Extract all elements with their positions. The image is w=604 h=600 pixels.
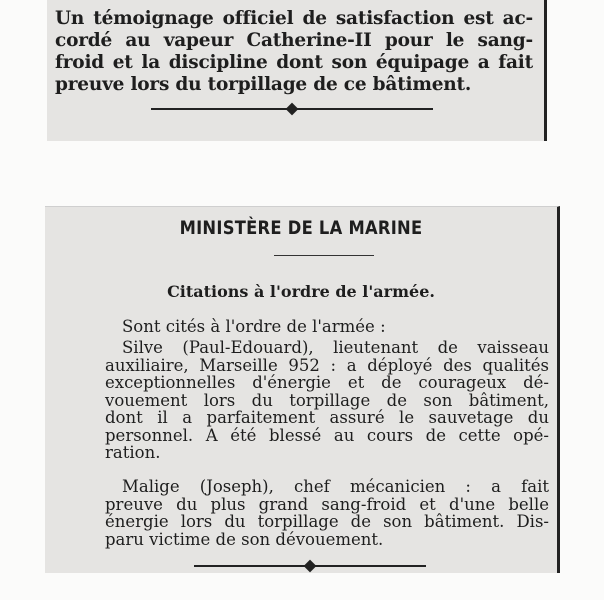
ornamental-divider: [194, 565, 426, 567]
intro-line: [105, 318, 549, 336]
text-line: preuve lors du torpillage de ce bâtiment.: [55, 74, 472, 95]
text-line: Sont cités à l'ordre de l'armée :: [122, 317, 386, 336]
text-line: énergie lors du torpillage de son bâtiment. Dis-: [105, 512, 549, 531]
text-line: preuve du plus grand sang-froid et d'une belle: [105, 494, 549, 514]
text-line: cordé au vapeur Catherine-II pour le sang-: [55, 30, 533, 51]
text-line: Malige (Joseph), chef mécanicien : a fait: [122, 477, 549, 496]
citation-paragraph: [105, 478, 549, 548]
text-line: paru victime de son dévouement.: [105, 529, 384, 549]
top-paragraph: [55, 8, 533, 96]
diamond-ornament-icon: [286, 103, 299, 116]
top-clipping: [47, 0, 547, 141]
section-title: MINISTÈRE DE LA MARINE: [179, 217, 423, 239]
text-line: vouement lors du torpillage de son bâtiment,: [105, 390, 549, 410]
text-line: froid et la discipline dont son équipage a fait: [55, 52, 533, 73]
diamond-ornament-icon: [304, 560, 317, 573]
text-line: auxiliaire, Marseille 952 : a déployé des qualités: [105, 355, 549, 375]
ornamental-divider: [151, 108, 433, 110]
citation-paragraph: [105, 339, 549, 462]
text-line: ration.: [105, 443, 161, 462]
section-subtitle: Citations à l'ordre de l'armée.: [167, 282, 435, 301]
bottom-clipping: [45, 206, 560, 573]
title-underline: [274, 255, 374, 256]
text-line: dont il a parfaitement assuré le sauvetage du: [105, 408, 549, 427]
text-line: Un témoignage officiel de satisfaction est ac-: [55, 8, 533, 29]
text-line: exceptionnelles d'énergie et de courageux dé-: [105, 373, 549, 392]
text-line: Silve (Paul-Edouard), lieutenant de vaisseau: [122, 338, 549, 357]
text-line: personnel. A été blessé au cours de cette opé-: [105, 425, 549, 445]
